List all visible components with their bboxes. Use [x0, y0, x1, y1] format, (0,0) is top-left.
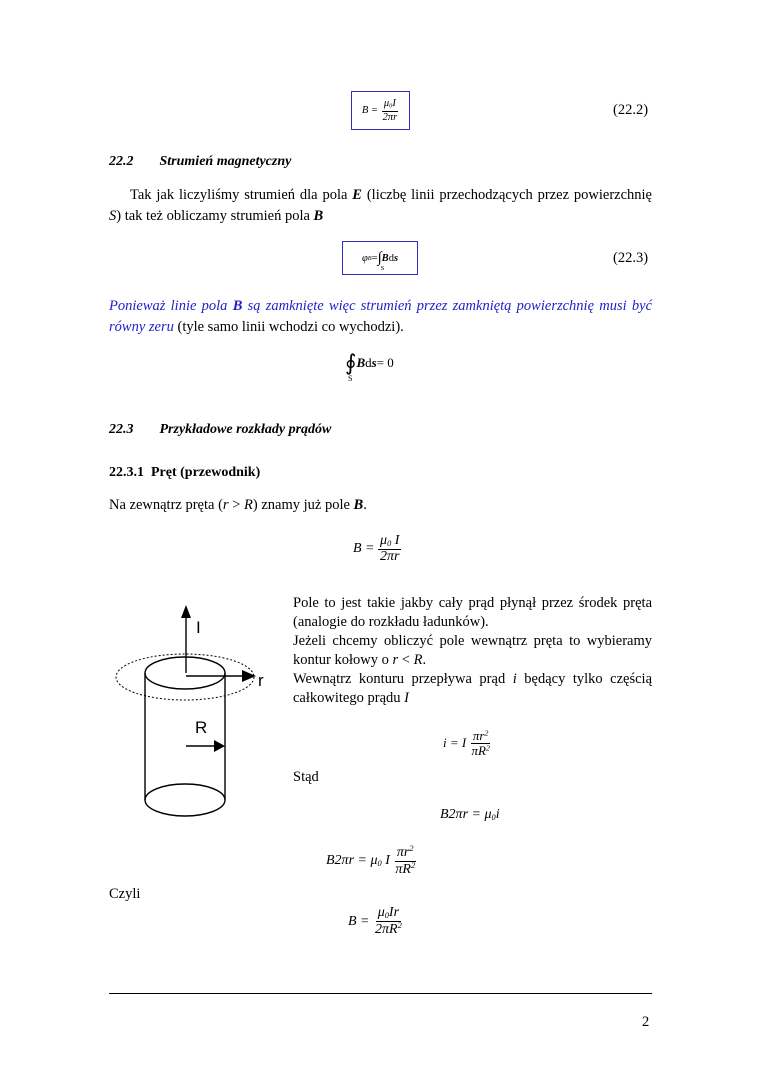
eq-outside-den: 2πr — [380, 548, 400, 564]
current-arrow-head — [181, 605, 191, 618]
vector-B: B — [313, 208, 324, 224]
eq-b2pr-I: I — [381, 853, 390, 869]
text-czyli: Czyli — [109, 886, 141, 902]
eq-ampere-text: B2πr = μ — [440, 807, 492, 822]
side-text-2a: Jeżeli chcemy obliczyć pole wewnątrz pręta to wybieramy kontur kołowy o — [293, 633, 652, 668]
page-number: 2 — [642, 1014, 650, 1030]
eq-b2pr-lhs: B2πr = μ — [326, 853, 378, 869]
side-text-line-3 — [293, 670, 652, 708]
para3-R: R — [244, 497, 253, 513]
equation-closed-integral — [345, 350, 394, 383]
eq-mu-sub: 0 — [389, 102, 393, 110]
eq-i-num: πr — [472, 728, 485, 743]
section-title: Strumień magnetyczny — [159, 154, 292, 169]
eq-outside-lhs: B = — [353, 541, 375, 557]
closed-eq-d: d — [365, 355, 372, 370]
integral-sign: ∫ — [377, 249, 382, 266]
equation-number-22-3: (22.3) — [613, 250, 649, 266]
equation-final — [348, 906, 404, 938]
para2-blue-1: Ponieważ linie pola — [109, 298, 233, 314]
para3-gt: > — [228, 497, 245, 513]
equation-b2pir — [326, 845, 417, 877]
eq-I: I — [392, 98, 396, 110]
eq-i-lhs: i = I — [443, 735, 467, 751]
eq-b2pr-den-sup: 2 — [410, 860, 416, 870]
section-heading-22-3 — [109, 422, 331, 438]
label-current-I: I — [196, 618, 201, 637]
cylinder-diagram — [108, 600, 283, 830]
label-radius-R: R — [195, 718, 208, 737]
equation-number-22-2: (22.2) — [613, 102, 649, 118]
closed-eq-B: B — [356, 355, 366, 370]
eq-outside-fraction — [378, 534, 401, 565]
eq-i-den: πR — [471, 742, 486, 758]
eq-d: d — [388, 252, 394, 264]
side-text-block — [293, 594, 652, 708]
eq-ampere-sub: 0 — [491, 813, 496, 823]
footer-rule — [109, 993, 652, 994]
para2-blue-2: są zamknięte więc strumień przez zamkniętą powierzchnię musi być równy zeru — [109, 298, 653, 335]
eq-b2pr-den: πR — [395, 861, 411, 877]
eq-integral — [377, 249, 385, 272]
closed-eq-s: s — [371, 355, 377, 370]
eq-final-lhs: B = — [348, 913, 370, 929]
paragraph-outside-rod — [109, 497, 367, 514]
para3-text-2: ) znamy już pole — [252, 497, 354, 513]
side-text-line-1: Pole to jest takie jakby cały prąd płynął przez środek pręta (analogie do rozkładu ładunków). — [293, 595, 652, 630]
text-stad: Stąd — [293, 769, 319, 785]
para2-vector-B: B — [232, 298, 243, 314]
eq-mu: μ — [383, 98, 390, 110]
eq-b2pr-sub: 0 — [377, 859, 382, 869]
para1-text-3: ) tak też obliczamy strumień pola — [116, 208, 314, 224]
equation-ampere — [440, 807, 500, 823]
eq-equals: = — [371, 252, 378, 264]
section-number: 22.2 — [109, 154, 134, 169]
section-title: Przykładowe rozkłady prądów — [159, 422, 332, 437]
eq-i-fraction — [469, 729, 491, 757]
cylinder-top — [145, 657, 225, 689]
side-text-2end: . — [422, 652, 427, 668]
equation-outside-field — [353, 534, 401, 565]
paragraph-closed-lines — [109, 296, 652, 338]
side-text-line-2 — [293, 632, 652, 670]
para3-text-1: Na zewnątrz pręta ( — [109, 497, 223, 513]
label-radius-r: r — [258, 671, 264, 690]
eq-final-fraction — [373, 906, 404, 938]
radius-r-arrow-head — [242, 670, 256, 682]
eq-22-2-fraction — [381, 98, 400, 122]
equation-partial-current — [443, 729, 492, 757]
cylinder-bottom — [145, 784, 225, 816]
section-number: 22.3 — [109, 422, 134, 437]
subsection-heading-22-3-1: 22.3.1 Pręt (przewodnik) — [109, 465, 261, 480]
closed-eq-rhs: = 0 — [376, 355, 394, 370]
eq-final-den: 2πR — [375, 921, 398, 937]
side-text-2R: R — [413, 652, 423, 668]
eq-phi: φ — [361, 252, 368, 264]
para2-rest: (tyle samo linii wchodzi co wychodzi). — [173, 319, 404, 335]
eq-b2pr-fraction — [393, 845, 417, 877]
para3-B: B — [353, 497, 364, 513]
eq-22-2-den: 2πr — [382, 111, 398, 123]
eq-ampere-i: i — [495, 807, 500, 822]
eq-final-num-rest: Ir — [388, 905, 400, 920]
eq-i-den-sup: 2 — [485, 742, 490, 752]
eq-outside-mu-sub: 0 — [387, 539, 392, 549]
side-text-3a: Wewnątrz konturu przepływa prąd — [293, 671, 513, 687]
para3-dot: . — [363, 497, 367, 513]
closed-integral-sign: ∮ — [345, 350, 357, 375]
eq-B: B — [381, 252, 389, 264]
eq-outside-mu: μ — [380, 533, 388, 548]
section-heading-22-2 — [109, 154, 291, 170]
integral-sub: S — [380, 264, 385, 272]
surface-S: S — [109, 208, 117, 224]
closed-integral — [345, 350, 357, 383]
eq-s: s — [393, 252, 399, 264]
eq-22-2-lhs: B = — [361, 105, 378, 116]
eq-outside-I: I — [391, 533, 400, 548]
side-text-2lt: < — [398, 652, 414, 668]
eq-final-den-sup: 2 — [397, 920, 402, 930]
eq-phi-sub: B — [367, 254, 372, 262]
eq-b2pr-num: πr — [396, 845, 410, 861]
vector-E: E — [352, 187, 362, 203]
eq-i-num-sup: 2 — [484, 728, 489, 738]
para3-r: r — [222, 497, 229, 513]
eq-b2pr-num-sup: 2 — [409, 844, 414, 853]
eq-final-mu: μ — [377, 905, 385, 920]
radius-R-arrow-head — [214, 740, 225, 752]
para1-text-1: Tak jak liczyliśmy strumień dla pola — [130, 187, 353, 203]
side-text-3i: i — [512, 671, 517, 687]
para1-text-2: (liczbę linii przechodzących przez powierzchnię — [361, 187, 652, 203]
side-text-2r: r — [392, 652, 399, 668]
eq-final-mu-sub: 0 — [384, 911, 389, 921]
paragraph-flux-intro — [109, 185, 652, 227]
equation-22-3-box — [342, 241, 418, 275]
side-text-3I: I — [404, 690, 409, 706]
side-text-3b: będący tylko częścią całkowitego prądu — [293, 671, 652, 706]
closed-integral-sub: S — [348, 374, 353, 383]
equation-22-2-box — [351, 91, 410, 130]
